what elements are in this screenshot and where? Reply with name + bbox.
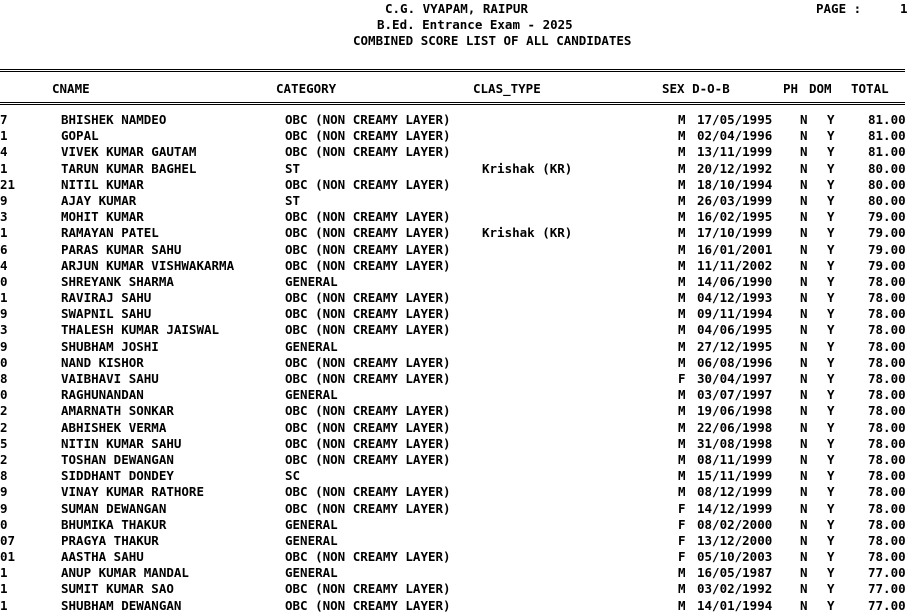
table-row bbox=[0, 598, 905, 614]
candidate-category: GENERAL bbox=[285, 532, 338, 548]
candidate-ph: N bbox=[800, 144, 808, 160]
candidate-ph: N bbox=[800, 516, 808, 532]
candidate-dom: Y bbox=[827, 112, 835, 127]
candidate-sex: M bbox=[678, 468, 686, 484]
col-cname: CNAME bbox=[52, 81, 90, 96]
candidate-category: OBC (NON CREAMY LAYER) bbox=[285, 176, 451, 192]
candidate-sex: M bbox=[678, 484, 686, 500]
candidate-sex: M bbox=[678, 192, 686, 208]
exam-title: B.Ed. Entrance Exam - 2025 bbox=[377, 17, 573, 32]
candidate-category: OBC (NON CREAMY LAYER) bbox=[285, 241, 451, 257]
candidate-sex: M bbox=[678, 581, 686, 597]
table-row bbox=[0, 225, 905, 241]
candidate-category: GENERAL bbox=[285, 273, 338, 289]
candidate-name: BHISHEK NAMDEO bbox=[61, 112, 167, 127]
candidate-dob: 03/07/1997 bbox=[697, 387, 773, 403]
candidate-total: 80.00 bbox=[868, 192, 906, 208]
table-row bbox=[0, 193, 905, 209]
row-id: 9 bbox=[0, 338, 8, 354]
candidate-dom: Y bbox=[827, 549, 835, 565]
candidate-name: SHREYANK SHARMA bbox=[61, 273, 174, 289]
row-id: 9 bbox=[0, 306, 8, 322]
candidate-category: OBC (NON CREAMY LAYER) bbox=[285, 484, 451, 500]
candidate-sex: M bbox=[678, 435, 686, 451]
candidate-sex: M bbox=[678, 176, 686, 192]
candidate-name: VAIBHAVI SAHU bbox=[61, 371, 159, 386]
candidate-dom: Y bbox=[827, 468, 835, 484]
candidate-total: 78.00 bbox=[868, 484, 906, 500]
candidate-ph: N bbox=[800, 257, 808, 273]
candidate-dom: Y bbox=[827, 290, 835, 306]
candidate-dom: Y bbox=[827, 516, 835, 532]
row-id: 7 bbox=[0, 112, 8, 127]
candidate-total: 78.00 bbox=[868, 290, 906, 306]
table-row bbox=[0, 371, 905, 387]
row-id: 3 bbox=[0, 209, 8, 225]
candidate-total: 79.00 bbox=[868, 241, 906, 257]
candidate-total: 78.00 bbox=[868, 516, 906, 532]
candidate-category: OBC (NON CREAMY LAYER) bbox=[285, 581, 451, 597]
candidate-sex: M bbox=[678, 128, 686, 144]
candidate-ph: N bbox=[800, 322, 808, 338]
row-id: 9 bbox=[0, 192, 8, 208]
row-id: 4 bbox=[0, 144, 8, 160]
candidate-ph: N bbox=[800, 306, 808, 322]
row-id: 1 bbox=[0, 597, 8, 613]
table-row bbox=[0, 403, 905, 419]
table-row bbox=[0, 242, 905, 258]
table-row bbox=[0, 452, 905, 468]
candidate-total: 79.00 bbox=[868, 257, 906, 273]
candidate-category: GENERAL bbox=[285, 565, 338, 581]
candidate-name: SIDDHANT DONDEY bbox=[61, 468, 174, 484]
candidate-category: OBC (NON CREAMY LAYER) bbox=[285, 128, 451, 144]
table-row bbox=[0, 420, 905, 436]
candidate-total: 81.00 bbox=[868, 144, 906, 160]
table-row bbox=[0, 355, 905, 371]
row-id: 8 bbox=[0, 371, 8, 386]
row-id: 9 bbox=[0, 500, 8, 516]
candidate-name: BHUMIKA THAKUR bbox=[61, 516, 167, 532]
col-sex-dob: SEX D-O-B bbox=[662, 81, 730, 96]
table-row bbox=[0, 209, 905, 225]
candidate-dob: 16/01/2001 bbox=[697, 241, 773, 257]
candidate-category: OBC (NON CREAMY LAYER) bbox=[285, 306, 451, 322]
candidate-name: SHUBHAM DEWANGAN bbox=[61, 597, 182, 613]
row-id: 0 bbox=[0, 273, 8, 289]
candidate-ph: N bbox=[800, 160, 808, 176]
row-id: 21 bbox=[0, 176, 16, 192]
candidate-sex: M bbox=[678, 144, 686, 160]
table-row bbox=[0, 322, 905, 338]
candidate-category: OBC (NON CREAMY LAYER) bbox=[285, 371, 451, 386]
candidate-ph: N bbox=[800, 225, 808, 241]
candidate-clas-type: Krishak (KR) bbox=[482, 225, 573, 241]
candidate-dom: Y bbox=[827, 451, 835, 467]
candidate-total: 78.00 bbox=[868, 451, 906, 467]
candidate-ph: N bbox=[800, 403, 808, 419]
candidate-category: OBC (NON CREAMY LAYER) bbox=[285, 112, 451, 127]
candidate-dom: Y bbox=[827, 419, 835, 435]
candidate-total: 78.00 bbox=[868, 468, 906, 484]
page-number: 1 bbox=[900, 1, 908, 16]
row-id: 2 bbox=[0, 451, 8, 467]
candidate-total: 78.00 bbox=[868, 403, 906, 419]
candidate-dob: 04/06/1995 bbox=[697, 322, 773, 338]
candidate-dob: 26/03/1999 bbox=[697, 192, 773, 208]
candidate-sex: M bbox=[678, 209, 686, 225]
candidate-dob: 08/02/2000 bbox=[697, 516, 773, 532]
table-row bbox=[0, 484, 905, 500]
candidate-dom: Y bbox=[827, 209, 835, 225]
candidate-category: OBC (NON CREAMY LAYER) bbox=[285, 257, 451, 273]
candidate-category: OBC (NON CREAMY LAYER) bbox=[285, 290, 451, 306]
page-label: PAGE : bbox=[816, 1, 862, 16]
candidate-dob: 08/11/1999 bbox=[697, 451, 773, 467]
candidate-dob: 02/04/1996 bbox=[697, 128, 773, 144]
candidate-category: OBC (NON CREAMY LAYER) bbox=[285, 209, 451, 225]
candidate-category: OBC (NON CREAMY LAYER) bbox=[285, 500, 451, 516]
candidate-name: VINAY KUMAR RATHORE bbox=[61, 484, 204, 500]
table-row bbox=[0, 177, 905, 193]
candidate-sex: M bbox=[678, 387, 686, 403]
candidate-dom: Y bbox=[827, 565, 835, 581]
candidate-dom: Y bbox=[827, 225, 835, 241]
candidate-dob: 19/06/1998 bbox=[697, 403, 773, 419]
candidate-dob: 18/10/1994 bbox=[697, 176, 773, 192]
candidate-dom: Y bbox=[827, 192, 835, 208]
candidate-category: OBC (NON CREAMY LAYER) bbox=[285, 322, 451, 338]
row-id: 0 bbox=[0, 354, 8, 370]
candidate-sex: M bbox=[678, 597, 686, 613]
candidate-ph: N bbox=[800, 565, 808, 581]
candidate-category: ST bbox=[285, 192, 301, 208]
candidate-total: 78.00 bbox=[868, 532, 906, 548]
candidate-dom: Y bbox=[827, 128, 835, 144]
table-row bbox=[0, 306, 905, 322]
row-id: 0 bbox=[0, 387, 8, 403]
candidate-ph: N bbox=[800, 273, 808, 289]
candidate-dob: 13/12/2000 bbox=[697, 532, 773, 548]
candidate-category: OBC (NON CREAMY LAYER) bbox=[285, 354, 451, 370]
table-row bbox=[0, 387, 905, 403]
candidate-name: SHUBHAM JOSHI bbox=[61, 338, 159, 354]
candidate-total: 78.00 bbox=[868, 549, 906, 565]
candidate-dob: 17/05/1995 bbox=[697, 112, 773, 127]
candidate-name: VIVEK KUMAR GAUTAM bbox=[61, 144, 197, 160]
candidate-category: OBC (NON CREAMY LAYER) bbox=[285, 144, 451, 160]
candidate-sex: M bbox=[678, 451, 686, 467]
table-row bbox=[0, 161, 905, 177]
table-row bbox=[0, 274, 905, 290]
table-row bbox=[0, 290, 905, 306]
col-category: CATEGORY bbox=[276, 81, 337, 96]
candidate-ph: N bbox=[800, 209, 808, 225]
candidate-ph: N bbox=[800, 128, 808, 144]
candidate-dom: Y bbox=[827, 581, 835, 597]
table-row bbox=[0, 533, 905, 549]
top-rule bbox=[0, 69, 905, 72]
candidate-category: OBC (NON CREAMY LAYER) bbox=[285, 225, 451, 241]
candidate-dob: 17/10/1999 bbox=[697, 225, 773, 241]
candidate-total: 81.00 bbox=[868, 112, 906, 127]
candidate-name: NITIN KUMAR SAHU bbox=[61, 435, 182, 451]
candidate-name: RAMAYAN PATEL bbox=[61, 225, 159, 241]
row-id: 3 bbox=[0, 322, 8, 338]
row-id: 4 bbox=[0, 257, 8, 273]
candidate-name: PARAS KUMAR SAHU bbox=[61, 241, 182, 257]
candidate-name: AASTHA SAHU bbox=[61, 549, 144, 565]
candidate-dom: Y bbox=[827, 371, 835, 386]
candidate-sex: M bbox=[678, 160, 686, 176]
row-id: 8 bbox=[0, 468, 8, 484]
candidate-ph: N bbox=[800, 241, 808, 257]
candidate-name: ABHISHEK VERMA bbox=[61, 419, 167, 435]
candidate-sex: M bbox=[678, 338, 686, 354]
candidate-dom: Y bbox=[827, 500, 835, 516]
candidate-dom: Y bbox=[827, 306, 835, 322]
table-row bbox=[0, 144, 905, 160]
candidate-category: ST bbox=[285, 160, 301, 176]
candidate-dob: 13/11/1999 bbox=[697, 144, 773, 160]
candidate-total: 80.00 bbox=[868, 160, 906, 176]
candidate-dom: Y bbox=[827, 387, 835, 403]
table-row bbox=[0, 468, 905, 484]
table-row bbox=[0, 436, 905, 452]
candidate-ph: N bbox=[800, 354, 808, 370]
candidate-name: MOHIT KUMAR bbox=[61, 209, 144, 225]
candidate-ph: N bbox=[800, 112, 808, 127]
candidate-ph: N bbox=[800, 176, 808, 192]
row-id: 5 bbox=[0, 435, 8, 451]
candidate-dob: 14/12/1999 bbox=[697, 500, 773, 516]
candidate-total: 78.00 bbox=[868, 338, 906, 354]
row-id: 1 bbox=[0, 290, 8, 306]
header-rule bbox=[0, 102, 905, 105]
candidate-category: GENERAL bbox=[285, 387, 338, 403]
candidate-ph: N bbox=[800, 338, 808, 354]
candidate-dob: 20/12/1992 bbox=[697, 160, 773, 176]
table-row bbox=[0, 517, 905, 533]
candidate-dom: Y bbox=[827, 257, 835, 273]
candidate-sex: M bbox=[678, 257, 686, 273]
candidate-dom: Y bbox=[827, 338, 835, 354]
candidate-name: SUMAN DEWANGAN bbox=[61, 500, 167, 516]
candidate-category: GENERAL bbox=[285, 516, 338, 532]
candidate-sex: M bbox=[678, 225, 686, 241]
candidate-total: 78.00 bbox=[868, 500, 906, 516]
candidate-clas-type: Krishak (KR) bbox=[482, 160, 573, 176]
col-dom: DOM bbox=[809, 81, 832, 96]
candidate-ph: N bbox=[800, 484, 808, 500]
candidate-ph: N bbox=[800, 371, 808, 386]
candidate-dom: Y bbox=[827, 322, 835, 338]
candidate-ph: N bbox=[800, 419, 808, 435]
candidate-dob: 14/01/1994 bbox=[697, 597, 773, 613]
candidate-ph: N bbox=[800, 549, 808, 565]
candidate-dom: Y bbox=[827, 484, 835, 500]
row-id: 0 bbox=[0, 516, 8, 532]
candidate-name: PRAGYA THAKUR bbox=[61, 532, 159, 548]
candidate-name: THALESH KUMAR JAISWAL bbox=[61, 322, 220, 338]
candidate-name: ANUP KUMAR MANDAL bbox=[61, 565, 189, 581]
candidate-total: 79.00 bbox=[868, 209, 906, 225]
candidate-name: ARJUN KUMAR VISHWAKARMA bbox=[61, 257, 235, 273]
candidate-total: 78.00 bbox=[868, 322, 906, 338]
candidate-ph: N bbox=[800, 581, 808, 597]
candidate-dom: Y bbox=[827, 241, 835, 257]
col-ph: PH bbox=[783, 81, 799, 96]
candidate-dob: 14/06/1990 bbox=[697, 273, 773, 289]
row-id: 1 bbox=[0, 225, 8, 241]
candidate-name: RAVIRAJ SAHU bbox=[61, 290, 152, 306]
candidate-category: SC bbox=[285, 468, 301, 484]
candidate-sex: M bbox=[678, 306, 686, 322]
candidate-dob: 16/02/1995 bbox=[697, 209, 773, 225]
candidate-ph: N bbox=[800, 451, 808, 467]
candidate-sex: M bbox=[678, 419, 686, 435]
candidate-sex: M bbox=[678, 322, 686, 338]
candidate-category: OBC (NON CREAMY LAYER) bbox=[285, 419, 451, 435]
candidate-category: OBC (NON CREAMY LAYER) bbox=[285, 435, 451, 451]
table-row bbox=[0, 549, 905, 565]
candidate-total: 78.00 bbox=[868, 419, 906, 435]
candidate-name: NITIL KUMAR bbox=[61, 176, 144, 192]
table-row bbox=[0, 501, 905, 517]
candidate-dom: Y bbox=[827, 176, 835, 192]
candidate-sex: M bbox=[678, 290, 686, 306]
table-row bbox=[0, 339, 905, 355]
row-id: 1 bbox=[0, 581, 8, 597]
candidate-sex: M bbox=[678, 565, 686, 581]
table-row bbox=[0, 128, 905, 144]
candidate-dob: 31/08/1998 bbox=[697, 435, 773, 451]
candidate-dom: Y bbox=[827, 597, 835, 613]
candidate-dob: 11/11/2002 bbox=[697, 257, 773, 273]
candidate-name: TARUN KUMAR BAGHEL bbox=[61, 160, 197, 176]
candidate-dom: Y bbox=[827, 144, 835, 160]
row-id: 1 bbox=[0, 565, 8, 581]
candidate-dom: Y bbox=[827, 435, 835, 451]
candidate-name: AJAY KUMAR bbox=[61, 192, 137, 208]
candidate-ph: N bbox=[800, 532, 808, 548]
candidate-total: 77.00 bbox=[868, 581, 906, 597]
candidate-ph: N bbox=[800, 290, 808, 306]
candidate-name: GOPAL bbox=[61, 128, 99, 144]
col-clas-type: CLAS_TYPE bbox=[473, 81, 541, 96]
candidate-dom: Y bbox=[827, 354, 835, 370]
candidate-name: SUMIT KUMAR SAO bbox=[61, 581, 174, 597]
candidate-total: 79.00 bbox=[868, 225, 906, 241]
candidate-total: 78.00 bbox=[868, 273, 906, 289]
candidate-category: OBC (NON CREAMY LAYER) bbox=[285, 403, 451, 419]
row-id: 6 bbox=[0, 241, 8, 257]
candidate-dom: Y bbox=[827, 160, 835, 176]
candidate-total: 77.00 bbox=[868, 597, 906, 613]
candidate-sex: F bbox=[678, 371, 686, 386]
candidate-name: TOSHAN DEWANGAN bbox=[61, 451, 174, 467]
candidate-dom: Y bbox=[827, 532, 835, 548]
candidate-category: OBC (NON CREAMY LAYER) bbox=[285, 549, 451, 565]
table-row bbox=[0, 112, 905, 128]
candidate-ph: N bbox=[800, 468, 808, 484]
candidate-total: 78.00 bbox=[868, 354, 906, 370]
row-id: 1 bbox=[0, 160, 8, 176]
candidate-total: 77.00 bbox=[868, 565, 906, 581]
candidate-dob: 08/12/1999 bbox=[697, 484, 773, 500]
list-title: COMBINED SCORE LIST OF ALL CANDIDATES bbox=[353, 33, 632, 48]
candidate-sex: F bbox=[678, 532, 686, 548]
candidate-total: 78.00 bbox=[868, 371, 906, 386]
table-row bbox=[0, 565, 905, 581]
row-id: 07 bbox=[0, 532, 16, 548]
candidate-dob: 03/02/1992 bbox=[697, 581, 773, 597]
candidate-sex: M bbox=[678, 112, 686, 127]
candidate-total: 78.00 bbox=[868, 306, 906, 322]
candidate-sex: M bbox=[678, 354, 686, 370]
candidate-total: 78.00 bbox=[868, 435, 906, 451]
candidate-total: 81.00 bbox=[868, 128, 906, 144]
candidate-dob: 30/04/1997 bbox=[697, 371, 773, 386]
candidate-name: RAGHUNANDAN bbox=[61, 387, 144, 403]
candidate-dob: 16/05/1987 bbox=[697, 565, 773, 581]
candidate-sex: F bbox=[678, 549, 686, 565]
candidate-total: 80.00 bbox=[868, 176, 906, 192]
candidate-sex: M bbox=[678, 403, 686, 419]
table-row bbox=[0, 258, 905, 274]
candidate-total: 78.00 bbox=[868, 387, 906, 403]
candidate-dob: 15/11/1999 bbox=[697, 468, 773, 484]
candidate-ph: N bbox=[800, 192, 808, 208]
candidate-name: AMARNATH SONKAR bbox=[61, 403, 174, 419]
candidate-sex: M bbox=[678, 273, 686, 289]
candidate-category: GENERAL bbox=[285, 338, 338, 354]
candidate-ph: N bbox=[800, 597, 808, 613]
candidate-category: OBC (NON CREAMY LAYER) bbox=[285, 597, 451, 613]
row-id: 1 bbox=[0, 128, 8, 144]
table-row bbox=[0, 581, 905, 597]
candidate-name: SWAPNIL SAHU bbox=[61, 306, 152, 322]
candidate-dob: 05/10/2003 bbox=[697, 549, 773, 565]
row-id: 2 bbox=[0, 403, 8, 419]
candidate-sex: F bbox=[678, 500, 686, 516]
row-id: 2 bbox=[0, 419, 8, 435]
candidate-dob: 09/11/1994 bbox=[697, 306, 773, 322]
candidate-ph: N bbox=[800, 500, 808, 516]
candidate-list bbox=[0, 112, 905, 614]
candidate-dob: 06/08/1996 bbox=[697, 354, 773, 370]
row-id: 01 bbox=[0, 549, 16, 565]
candidate-ph: N bbox=[800, 435, 808, 451]
col-total: TOTAL bbox=[851, 81, 889, 96]
candidate-name: NAND KISHOR bbox=[61, 354, 144, 370]
candidate-dom: Y bbox=[827, 273, 835, 289]
candidate-dom: Y bbox=[827, 403, 835, 419]
candidate-sex: M bbox=[678, 241, 686, 257]
candidate-category: OBC (NON CREAMY LAYER) bbox=[285, 451, 451, 467]
candidate-dob: 22/06/1998 bbox=[697, 419, 773, 435]
candidate-dob: 04/12/1993 bbox=[697, 290, 773, 306]
candidate-sex: F bbox=[678, 516, 686, 532]
org-title: C.G. VYAPAM, RAIPUR bbox=[385, 1, 528, 16]
row-id: 9 bbox=[0, 484, 8, 500]
candidate-dob: 27/12/1995 bbox=[697, 338, 773, 354]
candidate-ph: N bbox=[800, 387, 808, 403]
